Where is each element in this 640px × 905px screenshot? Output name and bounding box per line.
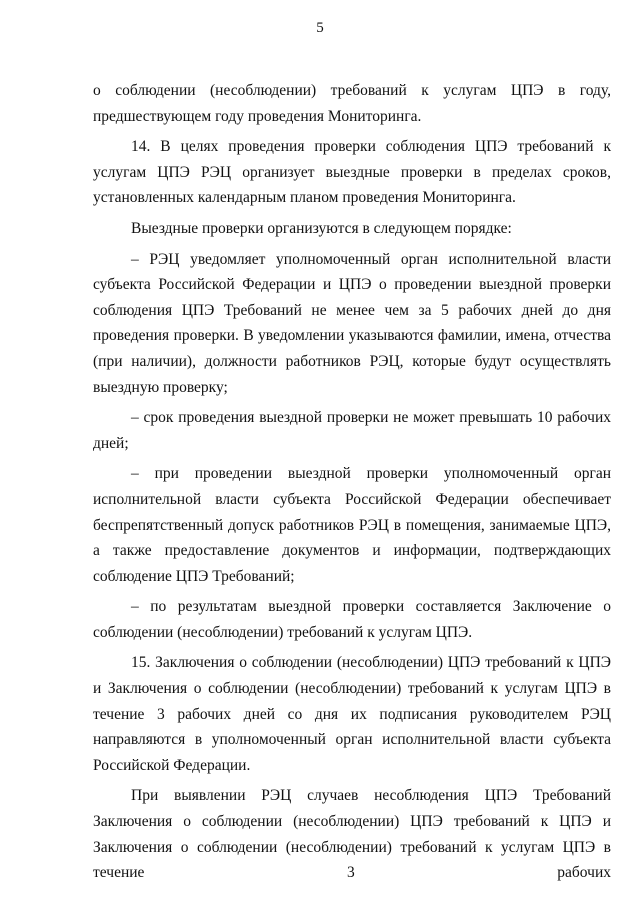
list-item-duration: – срок проведения выездной проверки не может превышать 10 рабочих дней; bbox=[93, 409, 611, 452]
paragraph-violations: При выявлении РЭЦ случаев несоблюдения ЦПЭ Требований Заключения о соблюдении (несоблюдении) ЦПЭ требований к ЦПЭ и Заключения о соблюдении (несоблюдении) требований к услугам ЦПЭ в течение 3 рабочих bbox=[93, 787, 611, 882]
paragraph-procedure-intro: Выездные проверки организуются в следующем порядке: bbox=[131, 219, 512, 237]
paragraph-item-15: 15. Заключения о соблюдении (несоблюдении) ЦПЭ требований к ЦПЭ и Заключения о соблюдении (несоблюдении) требований к услугам ЦПЭ в течение 3 рабочих дней со дня их подписания руководителем РЭЦ направляются в уполномоченный орган исполнительной власти субъекта Российской Федерации. bbox=[93, 654, 611, 774]
list-item-access: – при проведении выездной проверки уполномоченный орган исполнительной власти субъекта Российской Федерации обеспечивает беспрепятственный допуск работников РЭЦ в помещения, занимаемые ЦПЭ, а также предоставление документов и информации, подтверждающих соблюдение ЦПЭ Требований; bbox=[93, 465, 611, 585]
list-item-notification: – РЭЦ уведомляет уполномоченный орган исполнительной власти субъекта Российской Федерации и ЦПЭ о проведении выездной проверки соблюдения ЦПЭ Требований не менее чем за 5 рабочих дней до дня проведения проверки. В уведомлении указываются фамилии, имена, отчества (при наличии), должности работников РЭЦ, которые будут осуществлять выездную проверку; bbox=[93, 250, 611, 396]
list-item-conclusion: – по результатам выездной проверки составляется Заключение о соблюдении (несоблюдении) требований к услугам ЦПЭ. bbox=[93, 598, 611, 641]
body-text bbox=[93, 78, 611, 886]
page-number: 5 bbox=[316, 20, 324, 36]
paragraph-item-14: 14. В целях проведения проверки соблюдения ЦПЭ требований к услугам ЦПЭ РЭЦ организует выездные проверки в пределах сроков, установленных календарным планом проведения Мониторинга. bbox=[93, 138, 611, 207]
paragraph-continuation: о соблюдении (несоблюдении) требований к услугам ЦПЭ в году, предшествующем году проведения Мониторинга. bbox=[93, 82, 611, 125]
